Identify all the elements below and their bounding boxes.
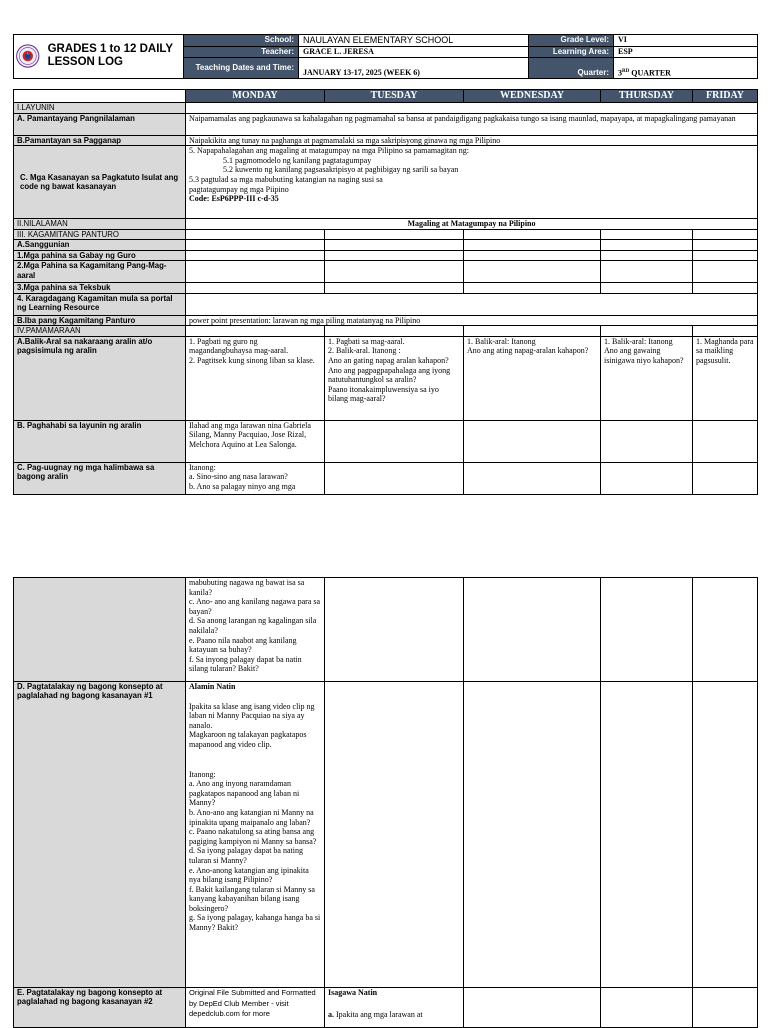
isagawa-label: a. [328, 1009, 334, 1019]
lesson-log-table-continued [13, 577, 758, 1028]
empty-cell [693, 250, 758, 260]
empty-cell [325, 250, 464, 260]
day-monday: MONDAY [186, 90, 325, 103]
label-iba-pang-kagamitan: B.Iba pang Kagamitang Panturo [14, 315, 186, 326]
empty-cell [186, 229, 325, 240]
empty-cell [601, 682, 693, 988]
empty-cell [325, 283, 464, 293]
quarter-number: 3 [618, 68, 622, 78]
blank-corner [14, 90, 186, 103]
kasanayan-line-4: 5.3 pagtulad sa mga mabubuting katangian na naging susi sa pagtatagumpay ng mga Piipino [189, 174, 383, 194]
label-pagtatalakay-1: D. Pagtatalakay ng bagong konsepto at paglalahad ng bagong kasanayan #1 [14, 682, 186, 988]
kasanayan-line-2: 5.1 pagmomodelo ng kanilang pagtatagumpay [223, 155, 372, 165]
alamin-questions: Itanong: a. Ano ang inyong naramdaman pagkatapos napanood ang laban ni Manny? b. Ano-ano ang katangian ni Manny na ipinakita upang maipanalo ang laban? c. Paano nakatulong sa ating bansa ang pagiging kampiyon ni Manny sa bansa? d. Sa iyong palagay dapat ba nating tularan si Manny? e. Ano-anong katangian ang ipinakita nya bilang isang Pilipino? f. Bakit kailangang tularan si Manny sa kanyang kabayanihan bilang isang boksingero? g. Sa iyong palagay, kahanga hanga ba si Manny? Bakit? [189, 769, 321, 933]
lesson-log-table [13, 89, 758, 495]
isagawa-line [328, 1010, 460, 1020]
empty-cell [601, 261, 693, 283]
empty-cell [464, 462, 601, 494]
pamantayang-pangnilalaman-text: Naipamamalas ang pagkaunawa sa kahalagahan ng pagmamahal sa bansa at pandaigdigang pagkakaisa tungo sa isang maunlad, mapayapa, at mapagkalingang pamayanan [186, 113, 758, 135]
empty-cell [464, 578, 601, 682]
empty-cell [464, 283, 601, 293]
empty-cell [601, 250, 693, 260]
school-value: NAULAYAN ELEMENTARY SCHOOL [299, 35, 529, 47]
empty-cell [693, 240, 758, 250]
empty-cell [601, 326, 693, 337]
header-table [13, 34, 758, 79]
day-wednesday: WEDNESDAY [464, 90, 601, 103]
empty-cell [325, 420, 464, 462]
deped-club-note: Original File Submitted and Formatted by DepEd Club Member - visit depedclub.com for more [186, 988, 325, 1028]
day-tuesday: TUESDAY [325, 90, 464, 103]
label-pag-uugnay: C. Pag-uugnay ng mga halimbawa sa bagong aralin [14, 462, 186, 494]
empty-cell [464, 326, 601, 337]
section-pamamaraan: IV.PAMAMARAAN [14, 326, 186, 337]
isagawa-body: Ipakita ang mga larawan at [334, 1009, 423, 1019]
label-gabay-ng-guro: 1.Mga pahina sa Gabay ng Guro [14, 250, 186, 260]
section-layunin: I.LAYUNIN [14, 103, 186, 114]
empty-cell [693, 283, 758, 293]
empty-cell [693, 462, 758, 494]
label-pamantayan-sa-pagganap: B.Pamantayan sa Pagganap [14, 135, 186, 146]
layunin-blank [186, 103, 758, 114]
empty-cell [186, 293, 758, 315]
pamantayan-sa-pagganap-text: Naipakikita ang tunay na paghanga at pagmamalaki sa mga sakripisyong ginawa ng mga Pilipino [186, 135, 758, 146]
quarter-superscript: RD [622, 68, 630, 74]
quarter-word: QUARTER [629, 68, 671, 78]
day-friday: FRIDAY [693, 90, 758, 103]
empty-cell [186, 240, 325, 250]
empty-cell [693, 326, 758, 337]
empty-cell [464, 988, 601, 1028]
section-kagamitan: III. KAGAMITANG PANTURO [14, 229, 186, 240]
pag-uugnay-monday: Itanong: a. Sino-sino ang nasa larawan? b. Ano sa palagay ninyo ang mga [186, 462, 325, 494]
empty-cell [601, 988, 693, 1028]
isagawa-title: Isagawa Natin [328, 988, 378, 997]
teaching-dates-value: JANUARY 13-17, 2025 (WEEK 6) [299, 58, 529, 79]
empty-cell [464, 682, 601, 988]
day-thursday: THURSDAY [601, 90, 693, 103]
label-continued [14, 578, 186, 682]
teacher-label: Teacher: [184, 47, 299, 58]
empty-cell [325, 462, 464, 494]
empty-cell [464, 240, 601, 250]
label-teksbuk: 3.Mga pahina sa Teksbuk [14, 283, 186, 293]
alamin-body: Ipakita sa klase ang isang video clip ng laban ni Manny Pacquiao na siya ay nanalo. Magkaroon ng talakayan pagkatapos mapanood ang video clip. [189, 701, 315, 749]
empty-cell [601, 578, 693, 682]
label-pagtatalakay-2: E. Pagtatalakay ng bagong konsepto at paglalahad ng bagong kasanayan #2 [14, 988, 186, 1028]
learning-area-label: Learning Area: [529, 47, 614, 58]
page-title: GRADES 1 to 12 DAILY LESSON LOG [47, 43, 173, 68]
empty-cell [693, 578, 758, 682]
empty-cell [186, 261, 325, 283]
empty-cell [325, 240, 464, 250]
balik-aral-thursday: 1. Balik-aral: Itanong Ano ang gawaing isinigawa niyo kahapon? [601, 336, 693, 420]
label-kasanayan: C. Mga Kasanayan sa Pagkatuto Isulat ang code ng bawat kasanayan [14, 146, 186, 219]
empty-cell [693, 420, 758, 462]
empty-cell [601, 283, 693, 293]
kasanayan-line-3: 5.2 kuwento ng kanilang pagsasakripisyo at pagbibigay ng sarili sa bayan [223, 165, 459, 175]
empty-cell [464, 229, 601, 240]
learning-area-value: ESP [614, 47, 758, 58]
empty-cell [693, 261, 758, 283]
empty-cell [186, 283, 325, 293]
teaching-dates-label: Teaching Dates and Time: [184, 58, 299, 79]
empty-cell [464, 261, 601, 283]
kasanayan-line-1: 5. Napapahalagahan ang magaling at matagumpay na mga Pilipino sa pamamagitan ng: [189, 146, 469, 156]
balik-aral-tuesday: 1. Pagbati sa mag-aaral. 2. Balik-aral. Itanong : Ano an gating napag aralan kahapon? Ano ang pagpagpapahalaga ang iyong natutuhantungkol sa aralin? Paano itonakaimpluwensiya sa iyo bilang mag-aaral? [325, 336, 464, 420]
grade-level-label: Grade Level: [529, 35, 614, 47]
label-lr-portal: 4. Karagdagang Kagamitan mula sa portal ng Learning Resource [14, 293, 186, 315]
empty-cell [325, 326, 464, 337]
title-cell [14, 35, 184, 79]
iba-pang-kagamitan-text: power point presentation: larawan ng mga piling matatanyag na Pilipino [186, 315, 758, 326]
empty-cell [601, 240, 693, 250]
balik-aral-monday: 1. Pagbati ng guro ng magandangbuhaysa mag-aaral. 2. Pagtitsek kung sinong liban sa klase. [186, 336, 325, 420]
label-paghahabi: B. Paghahabi sa layunin ng aralin [14, 420, 186, 462]
section-nilalaman: II.NILALAMAN [14, 219, 186, 230]
teacher-value: GRACE L. JERESA [299, 47, 529, 58]
empty-cell [601, 420, 693, 462]
empty-cell [325, 229, 464, 240]
empty-cell [693, 229, 758, 240]
alamin-title: Alamin Natin [189, 682, 236, 691]
kasanayan-cell [186, 146, 758, 219]
grade-level-value: VI [614, 35, 758, 47]
balik-aral-wednesday: 1. Balik-aral: Itanong Ano ang ating napag-aralan kahapon? [464, 336, 601, 420]
label-balik-aral: A.Balik-Aral sa nakaraang aralin at/o pagsisimula ng aralin [14, 336, 186, 420]
nilalaman-text: Magaling at Matagumpay na Pilipino [186, 219, 758, 230]
quarter-label: Quarter: [529, 58, 614, 79]
empty-cell [601, 229, 693, 240]
label-kagamitang-pang-mag-aaral: 2.Mga Pahina sa Kagamitang Pang-Mag-aaral [14, 261, 186, 283]
empty-cell [325, 578, 464, 682]
empty-cell [325, 261, 464, 283]
empty-cell [186, 250, 325, 260]
empty-cell [186, 326, 325, 337]
pagtatalakay-1-monday [186, 682, 325, 988]
balik-aral-friday: 1. Maghanda para sa maikling pagsusulit. [693, 336, 758, 420]
empty-cell [601, 462, 693, 494]
label-sanggunian: A.Sanggunian [14, 240, 186, 250]
empty-cell [693, 988, 758, 1028]
empty-cell [693, 682, 758, 988]
deped-seal-icon [16, 38, 40, 74]
empty-cell [464, 250, 601, 260]
empty-cell [325, 682, 464, 988]
school-label: School: [184, 35, 299, 47]
pag-uugnay-monday-continued: mabubuting nagawa ng bawat isa sa kanila? c. Ano- ano ang kanilang nagawa para sa bayan? d. Sa anong larangan ng kagalingan sila nakilala? e. Paano nila naabot ang kanilang katayuan sa buhay? f. Sa inyong palagay dapat ba natin silang tularan? Bakit? [186, 578, 325, 682]
quarter-value [614, 58, 758, 79]
pagtatalakay-2-tuesday [325, 988, 464, 1028]
kasanayan-code: Code: EsP6PPP-III c-d-35 [189, 194, 279, 204]
label-pamantayang-pangnilalaman: A. Pamantayang Pangnilalaman [14, 113, 186, 135]
empty-cell [464, 420, 601, 462]
paghahabi-monday: Ilahad ang mga larawan nina Gabriela Silang, Manny Pacquiao, Jose Rizal, Melchora Aquino at Lea Salonga. [186, 420, 325, 462]
